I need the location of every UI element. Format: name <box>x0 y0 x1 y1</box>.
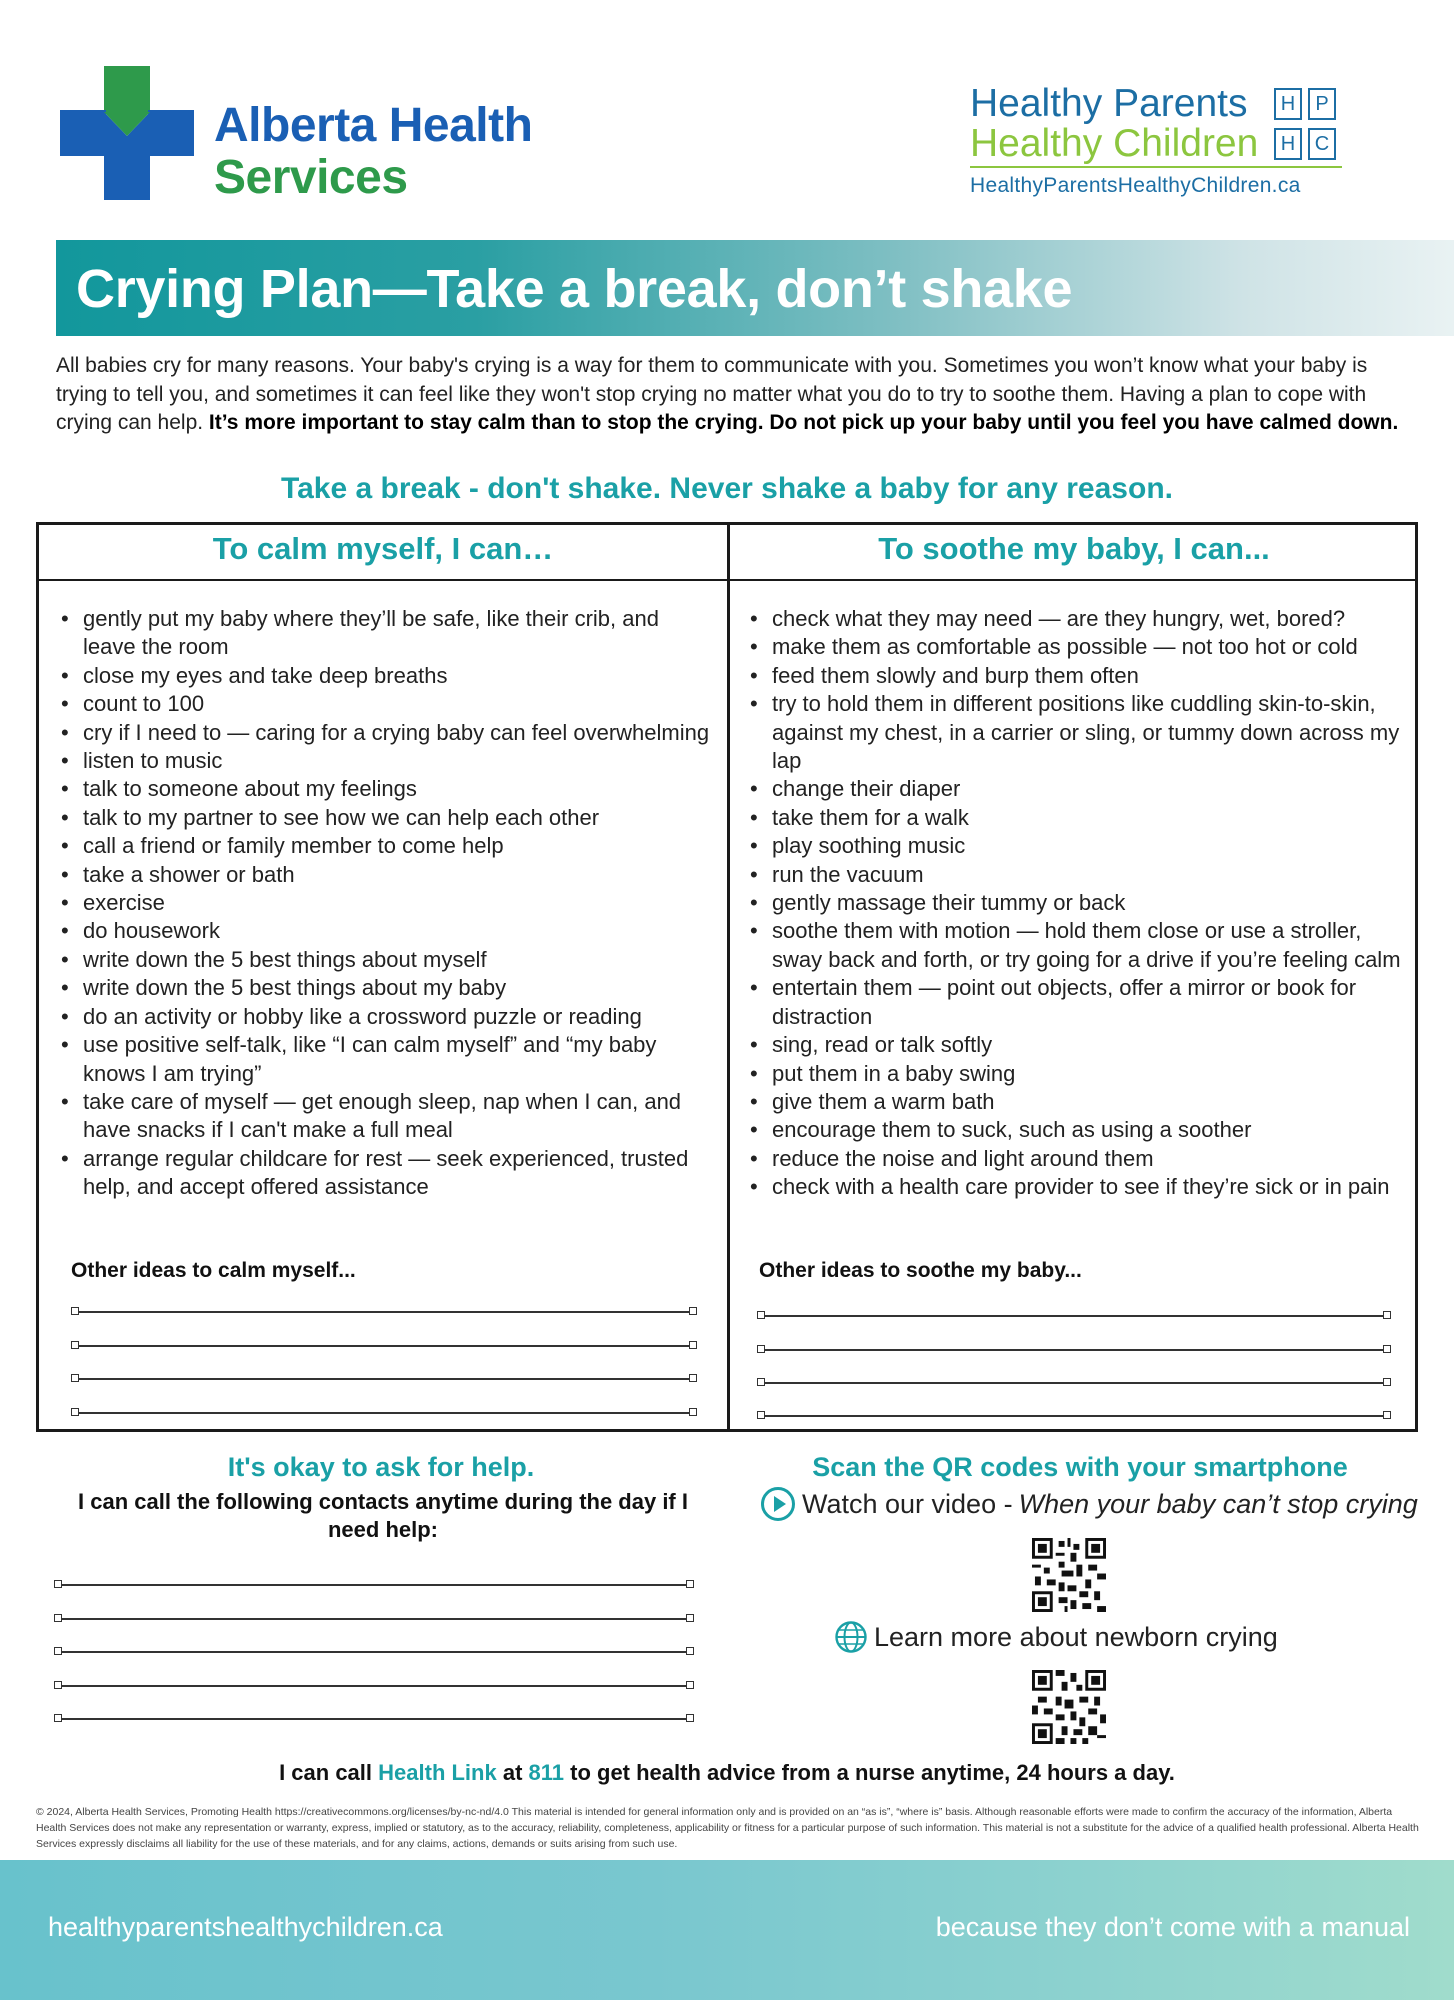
soothe-write-line[interactable] <box>765 1349 1383 1351</box>
qr-code-learn-icon[interactable] <box>1032 1670 1106 1744</box>
crying-plan-table <box>36 522 1418 1432</box>
ahs-name-line2: Services <box>214 151 408 204</box>
learn-more-link[interactable] <box>834 1620 1278 1654</box>
footer-url-link[interactable]: healthyparentshealthychildren.ca <box>48 1912 443 1942</box>
list-item: • try to hold them in different positions like cuddling skin-to-skin, against my chest, in a carrier or sling, or tummy down across my lap <box>750 690 1410 775</box>
intro-paragraph <box>56 352 1406 438</box>
list-item: • arrange regular childcare for rest — seek experienced, trusted help, and accept offered assistance <box>61 1145 711 1202</box>
healthlink-at: at <box>496 1760 529 1785</box>
hphc-line2: Healthy Children <box>970 122 1259 165</box>
title-banner <box>56 240 1454 336</box>
ahs-wordmark <box>214 100 532 204</box>
hphc-box-h2: H <box>1274 128 1302 160</box>
list-item: • make them as comfortable as possible — not too hot or cold <box>750 633 1410 661</box>
calm-myself-heading: To calm myself, I can… <box>212 531 554 566</box>
video-title: When your baby can’t stop crying <box>1018 1488 1418 1519</box>
list-item: • check what they may need — are they hungry, wet, bored? <box>750 605 1410 633</box>
other-calm-label: Other ideas to calm myself... <box>71 1259 356 1282</box>
healthlink-name: Health Link <box>378 1760 497 1785</box>
contact-write-line[interactable] <box>62 1618 686 1620</box>
intro-text: All babies cry for many reasons. Your baby's crying is a way for them to communicate with you. Sometimes you won’t know what your baby is trying to tell you, and sometimes it can feel like they won't stop crying no matter what you do to try to soothe them. Having a plan to cope with crying can help. <box>56 354 1368 434</box>
list-item: • close my eyes and take deep breaths <box>61 662 711 690</box>
list-item: • change their diaper <box>750 775 1410 803</box>
footer-band <box>0 1860 1454 2000</box>
qr-code-video-icon[interactable] <box>1032 1538 1106 1612</box>
globe-icon <box>834 1620 868 1654</box>
ahs-name-line1: Alberta Health <box>214 99 533 152</box>
list-item: • write down the 5 best things about my baby <box>61 974 711 1002</box>
hphc-box-p: P <box>1308 88 1336 120</box>
calm-write-line[interactable] <box>79 1378 689 1380</box>
calm-write-line[interactable] <box>79 1412 689 1414</box>
list-item: • reduce the noise and light around them <box>750 1145 1410 1173</box>
video-link[interactable] <box>760 1486 1418 1522</box>
list-item: • cry if I need to — caring for a crying baby can feel overwhelming <box>61 719 711 747</box>
intro-bold-text: It’s more important to stay calm than to stop the crying. Do not pick up your baby until you feel you have calmed down. <box>208 411 1399 434</box>
list-item: • call a friend or family member to come help <box>61 832 711 860</box>
healthlink-number: 811 <box>528 1760 565 1785</box>
video-prefix: Watch our video - <box>802 1488 1013 1519</box>
contact-write-line[interactable] <box>62 1651 686 1653</box>
learn-more-text: Learn more about newborn crying <box>874 1621 1278 1652</box>
healthlink-prefix: I can call <box>279 1760 379 1785</box>
soothe-baby-heading: To soothe my baby, I can... <box>878 531 1270 566</box>
hphc-line1: Healthy Parents <box>970 82 1248 125</box>
ahs-logo-icon <box>60 66 194 200</box>
list-item: • encourage them to suck, such as using a soother <box>750 1116 1410 1144</box>
calm-write-line[interactable] <box>79 1311 689 1313</box>
list-item: • sing, read or talk softly <box>750 1031 1410 1059</box>
list-item: • talk to someone about my feelings <box>61 775 711 803</box>
calm-write-line[interactable] <box>79 1345 689 1347</box>
play-icon <box>760 1486 796 1522</box>
list-item: • take them for a walk <box>750 804 1410 832</box>
hphc-url-link[interactable]: HealthyParentsHealthyChildren.ca <box>970 174 1301 197</box>
list-item: • play soothing music <box>750 832 1410 860</box>
list-item: • put them in a baby swing <box>750 1060 1410 1088</box>
soothe-write-line[interactable] <box>765 1415 1383 1417</box>
list-item: • give them a warm bath <box>750 1088 1410 1116</box>
help-title: It's okay to ask for help. <box>227 1452 535 1482</box>
list-item: • talk to my partner to see how we can help each other <box>61 804 711 832</box>
soothe-write-line[interactable] <box>765 1315 1383 1317</box>
list-item: • entertain them — point out objects, offer a mirror or book for distraction <box>750 974 1410 1031</box>
health-link-line <box>0 1760 1454 1786</box>
contact-write-line[interactable] <box>62 1685 686 1687</box>
list-item: • gently massage their tummy or back <box>750 889 1410 917</box>
soothe-baby-list <box>750 605 1410 1202</box>
list-item: • run the vacuum <box>750 861 1410 889</box>
list-item: • soothe them with motion — hold them close or use a stroller, sway back and forth, or try going for a drive if you’re feeling calm <box>750 917 1410 974</box>
list-item: • do an activity or hobby like a crossword puzzle or reading <box>61 1003 711 1031</box>
list-item: • gently put my baby where they’ll be safe, like their crib, and leave the room <box>61 605 711 662</box>
hphc-box-h1: H <box>1274 88 1302 120</box>
list-item: • check with a health care provider to see if they’re sick or in pain <box>750 1173 1410 1201</box>
healthlink-suffix: to get health advice from a nurse anytime, 24 hours a day. <box>564 1760 1175 1785</box>
qr-title: Scan the QR codes with your smartphone <box>812 1452 1348 1482</box>
column-divider <box>727 525 730 1429</box>
list-item: • do housework <box>61 917 711 945</box>
footer-tagline: because they don’t come with a manual <box>935 1912 1410 1942</box>
list-item: • exercise <box>61 889 711 917</box>
help-subtitle: I can call the following contacts anytime during the day if I need help: <box>78 1489 688 1542</box>
contact-write-line[interactable] <box>62 1718 686 1720</box>
list-item: • take care of myself — get enough sleep, nap when I can, and have snacks if I can't make a full meal <box>61 1088 711 1145</box>
list-item: • write down the 5 best things about myself <box>61 946 711 974</box>
header-rule <box>39 579 1415 581</box>
list-item: • listen to music <box>61 747 711 775</box>
other-soothe-label: Other ideas to soothe my baby... <box>759 1259 1082 1282</box>
hphc-logo <box>970 84 1350 198</box>
warning-heading: Take a break - don't shake. Never shake a baby for any reason. <box>281 472 1173 505</box>
soothe-write-line[interactable] <box>765 1382 1383 1384</box>
hphc-box-c: C <box>1308 128 1336 160</box>
list-item: • use positive self-talk, like “I can calm myself” and “my baby knows I am trying” <box>61 1031 711 1088</box>
calm-myself-list <box>61 605 711 1202</box>
list-item: • take a shower or bath <box>61 861 711 889</box>
contact-write-line[interactable] <box>62 1584 686 1586</box>
list-item: • count to 100 <box>61 690 711 718</box>
list-item: • feed them slowly and burp them often <box>750 662 1410 690</box>
page-title: Crying Plan—Take a break, don’t shake <box>76 259 1073 319</box>
legal-disclaimer: © 2024, Alberta Health Services, Promoting Health https://creativecommons.org/licenses/by-nc-nd/4.0 This material is intended for general information only and is provided on an “as is”, “where is” basis. Although reasonable efforts were made to confirm the accuracy of the information, Alberta Health Services does not make any representation or warranty, express, implied or statutory, as to the accuracy, reliability, completeness, applicability or fitness for a particular purpose of such information. This material is not a substitute for the advice of a qualified health professional. Alberta Health Services expressly disclaims all liability for the use of these materials, and for any claims, actions, demands or suits arising from such use. <box>36 1806 1419 1850</box>
hphc-divider <box>970 166 1342 168</box>
